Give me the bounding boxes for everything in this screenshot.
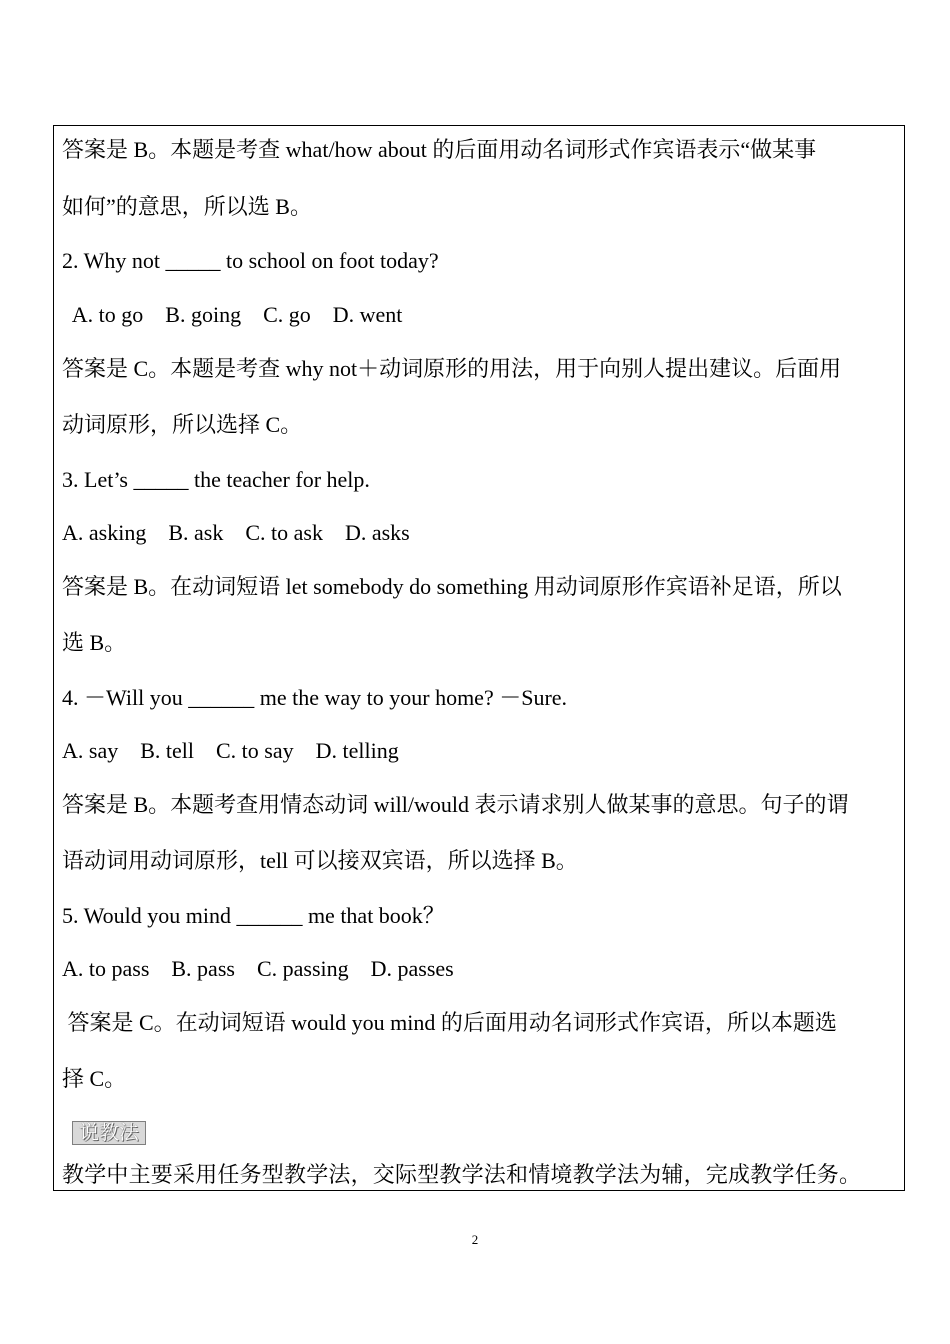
answer-1-explanation-line-1: 答案是 B。本题是考查 what/how about 的后面用动名词形式作宾语表示“做某事 <box>62 137 817 162</box>
teaching-method-heading-badge: 说教法 <box>72 1121 146 1145</box>
answer-4-explanation-line-2: 语动词用动词原形，tell 可以接双宾语，所以选择 B。 <box>62 848 578 873</box>
question-5-options: A. to pass B. pass C. passing D. passes <box>62 956 454 981</box>
answer-5-explanation-line-1: 答案是 C。在动词短语 would you mind 的后面用动名词形式作宾语，所以本题选 <box>62 1010 837 1035</box>
answer-5-explanation-line-2: 择 C。 <box>62 1066 127 1091</box>
question-2-options: A. to go B. going C. go D. went <box>62 302 403 327</box>
question-3-options: A. asking B. ask C. to ask D. asks <box>62 520 410 545</box>
question-4: 4. －Will you ______ me the way to your home? －Sure. <box>62 685 568 710</box>
answer-4-explanation-line-1: 答案是 B。本题考查用情态动词 will/would 表示请求别人做某事的意思。句子的谓 <box>62 792 849 817</box>
answer-1-explanation-line-2: 如何”的意思，所以选 B。 <box>62 194 312 219</box>
answer-3-explanation-line-1: 答案是 B。在动词短语 let somebody do something 用动词原形作宾语补足语，所以 <box>62 574 842 599</box>
teaching-method-paragraph: 教学中主要采用任务型教学法，交际型教学法和情境教学法为辅，完成教学任务。 <box>62 1162 862 1187</box>
question-4-options: A. say B. tell C. to say D. telling <box>62 738 399 763</box>
question-3: 3. Let’s _____ the teacher for help. <box>62 467 370 492</box>
answer-2-explanation-line-2: 动词原形，所以选择 C。 <box>62 412 303 437</box>
question-2: 2. Why not _____ to school on foot today? <box>62 248 439 273</box>
question-5: 5. Would you mind ______ me that book？ <box>62 903 445 928</box>
answer-2-explanation-line-1: 答案是 C。本题是考查 why not＋动词原形的用法，用于向别人提出建议。后面用 <box>62 356 842 381</box>
page-number: 2 <box>471 1232 479 1247</box>
answer-3-explanation-line-2: 选 B。 <box>62 630 127 655</box>
